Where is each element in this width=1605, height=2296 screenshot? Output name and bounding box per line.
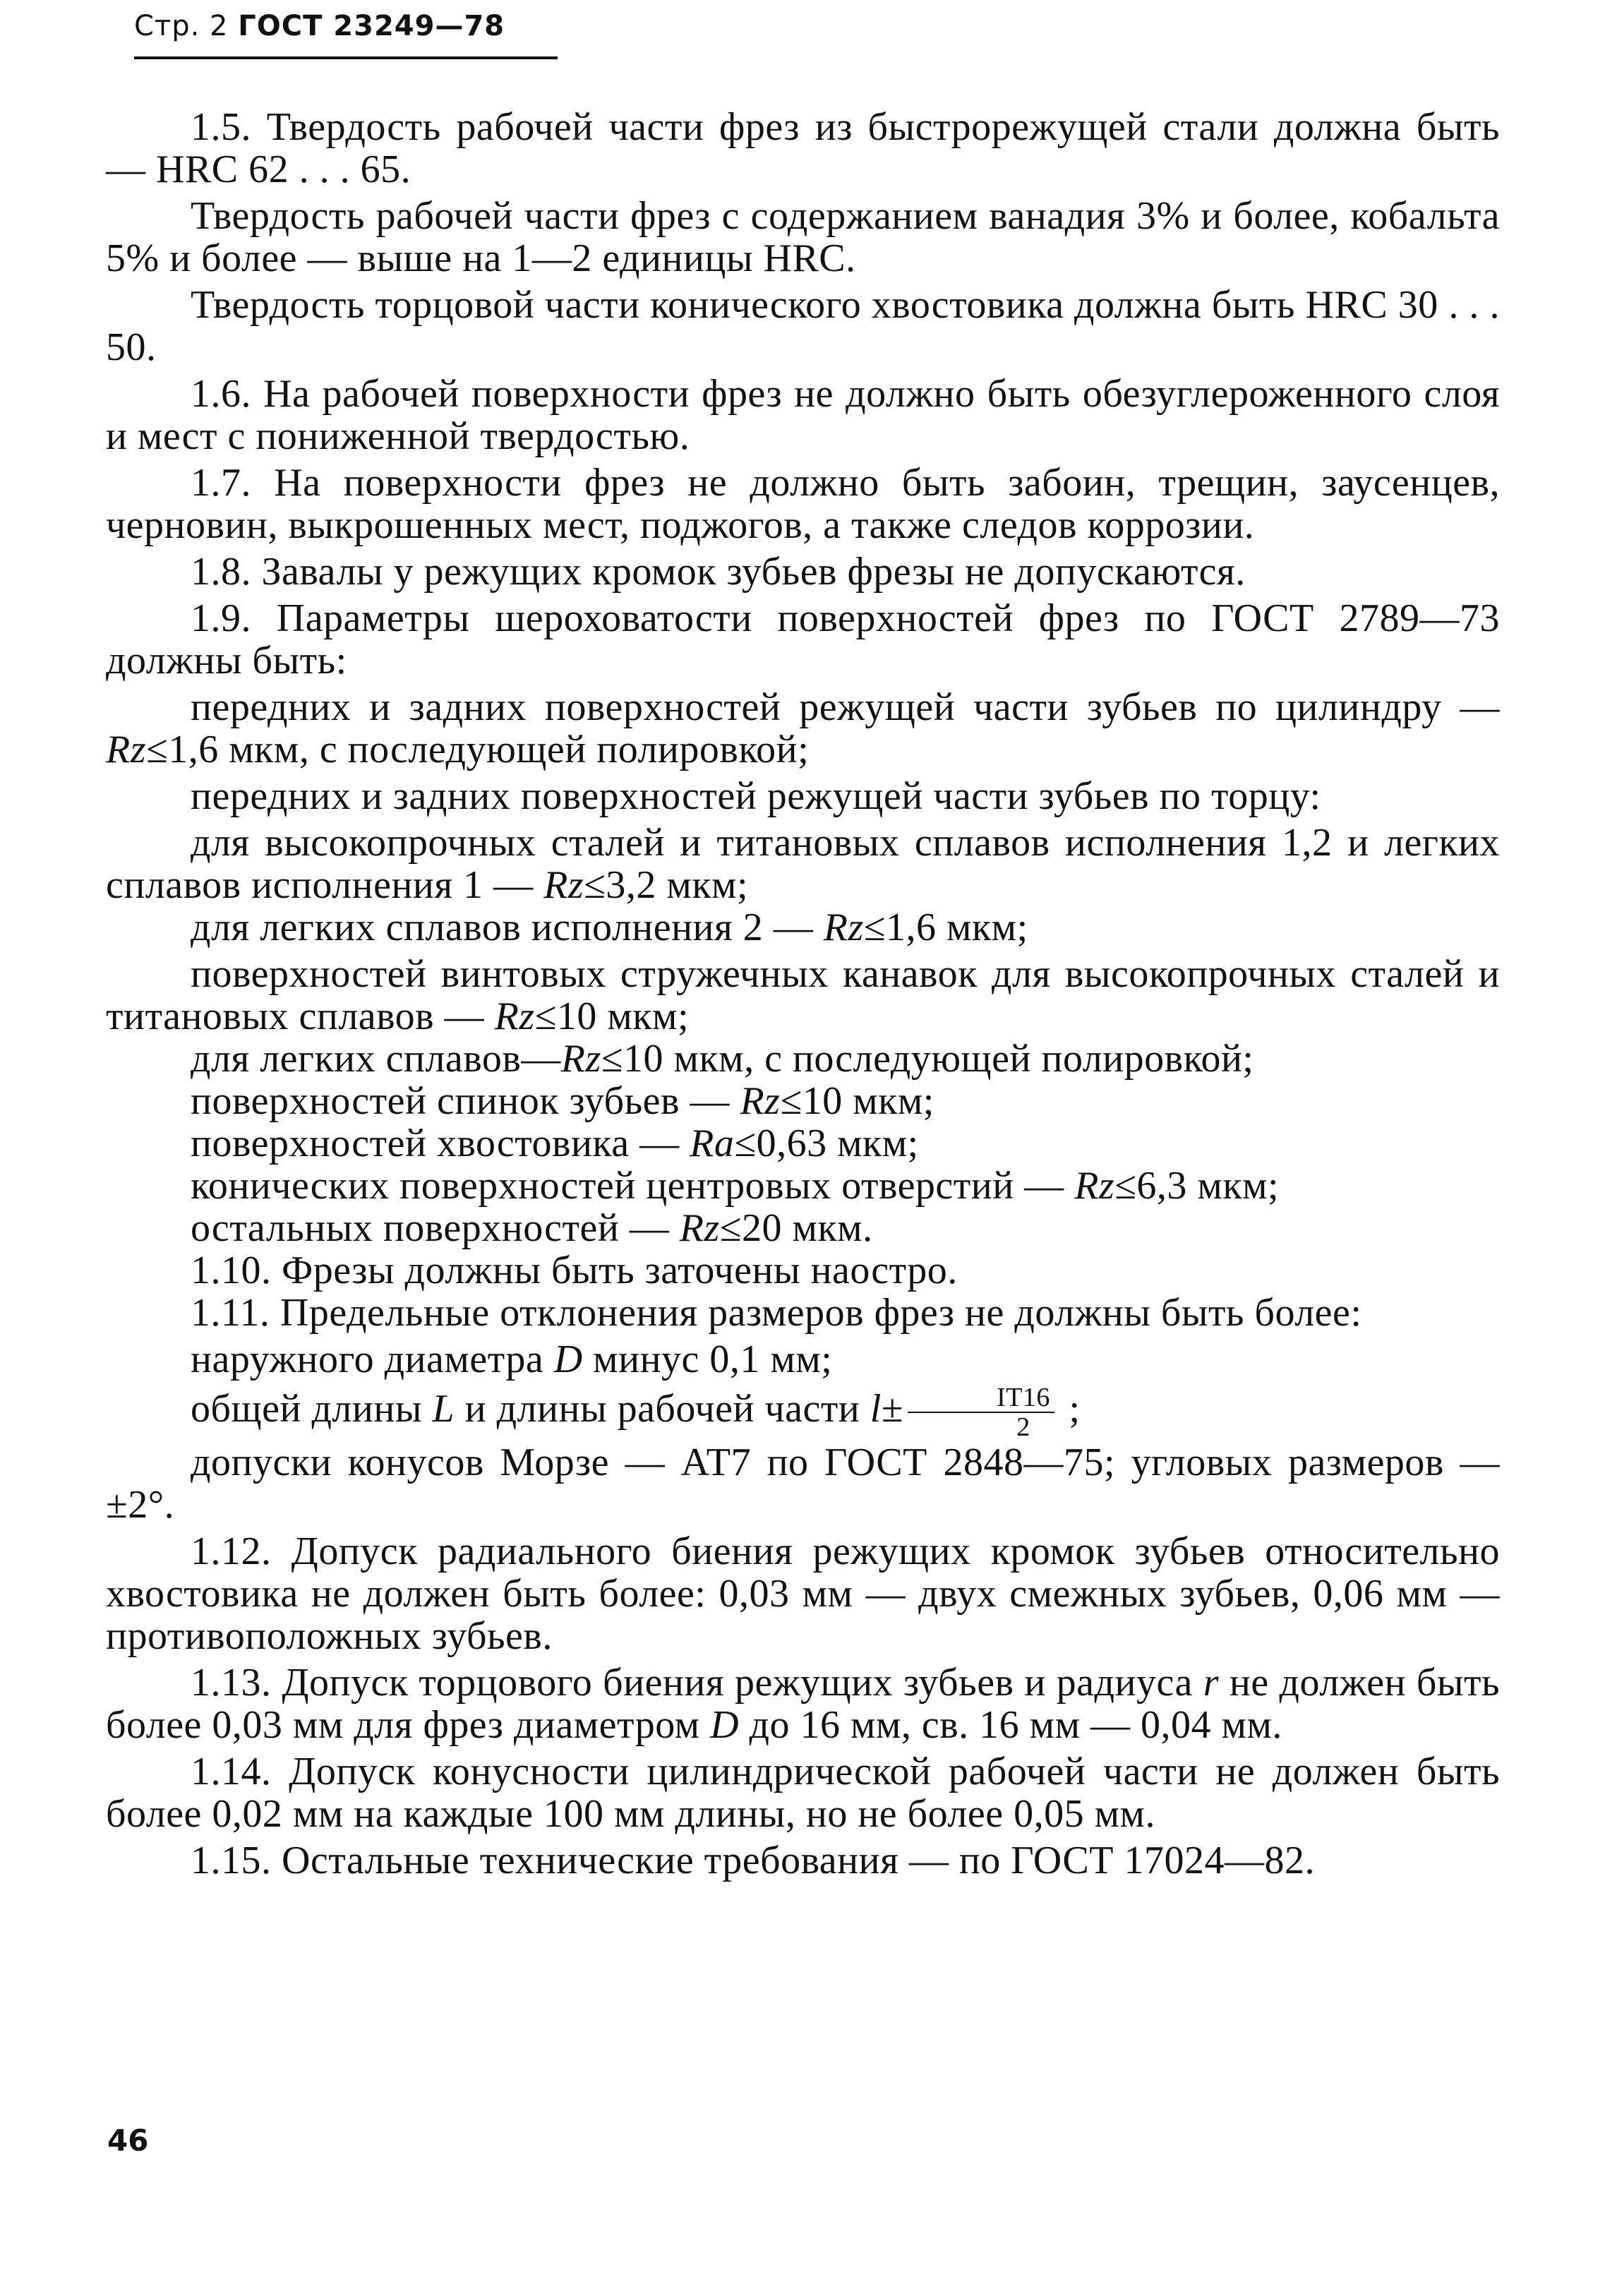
clause-1-13 <box>106 1661 1500 1746</box>
roughness-light-alloys-polish <box>106 1038 1500 1080</box>
diameter-symbol: D <box>553 1338 583 1381</box>
roughness-symbol: Rz <box>740 1079 781 1123</box>
diameter-symbol: D <box>710 1703 740 1748</box>
tolerance-fraction <box>908 1383 1054 1441</box>
page-header <box>134 10 505 42</box>
roughness-symbol: Rz <box>1074 1164 1115 1208</box>
roughness-value: ≤1,6 мкм; <box>863 906 1028 949</box>
roughness-text: поверхностей винтовых стружечных канавок для высокопрочных сталей и титановых сплавов — <box>106 952 1500 1038</box>
tolerance-value: минус 0,1 мм; <box>582 1338 833 1381</box>
roughness-symbol: Rz <box>106 728 146 771</box>
roughness-text: для легких сплавов исполнения 2 — <box>191 906 824 949</box>
roughness-value: ≤10 мкм; <box>780 1079 934 1123</box>
roughness-center-holes <box>106 1165 1500 1207</box>
roughness-text: конических поверхностей центровых отверстий — <box>191 1164 1075 1208</box>
working-length-symbol: l <box>870 1387 882 1431</box>
roughness-symbol: Rz <box>543 863 584 907</box>
clause-1-15: 1.15. Остальные технические требования — по ГОСТ 17024—82. <box>191 1839 1315 1883</box>
clause-1-9: 1.9. Параметры шероховатости поверхностей фрез по ГОСТ 2789—73 должны быть: <box>106 596 1500 683</box>
tolerance-text-mid: и длины рабочей части <box>455 1387 870 1431</box>
clause-text: 1.13. Допуск торцового биения режущих зубьев и радиуса <box>191 1661 1203 1705</box>
document-body <box>106 106 1500 1882</box>
roughness-value: ≤1,6 мкм, с последующей полировкой; <box>146 728 810 771</box>
clause-text-mid: не должен быть более 0,03 мм для фрез диаметром <box>106 1661 1500 1748</box>
clause-1-8: 1.8. Завалы у режущих кромок зубьев фрезы не допускаются. <box>191 550 1246 594</box>
fraction-denominator: 2 <box>1016 1412 1030 1443</box>
roughness-flutes <box>106 953 1500 1038</box>
roughness-symbol: Rz <box>560 1037 601 1081</box>
roughness-text: поверхностей хвостовика — <box>191 1122 690 1165</box>
clause-1-7: 1.7. На поверхности фрез не должно быть забоин, трещин, заусенцев, черновин, выкрошенных мест, поджогов, а также следов коррозии. <box>106 461 1500 547</box>
roughness-symbol: Rz <box>494 994 535 1038</box>
clause-1-6: 1.6. На рабочей поверхности фрез не должно быть обезуглероженного слоя и мест с пониженной твердостью. <box>106 372 1500 458</box>
roughness-value: ≤20 мкм. <box>719 1206 873 1250</box>
length-symbol: L <box>432 1387 455 1431</box>
roughness-symbol: Ra <box>690 1122 735 1165</box>
clause-1-10: 1.10. Фрезы должны быть заточены наостро. <box>191 1249 958 1292</box>
roughness-text: для легких сплавов— <box>191 1037 561 1081</box>
standard-number: ГОСТ 23249—78 <box>238 10 505 42</box>
tolerance-text: общей длины <box>191 1387 433 1431</box>
tolerance-end: ; <box>1058 1387 1081 1431</box>
roughness-value: ≤3,2 мкм; <box>584 863 749 907</box>
roughness-high-strength <box>106 822 1500 906</box>
roughness-text: передних и задних поверхностей режущей части зубьев по цилиндру — <box>191 685 1500 729</box>
roughness-value: ≤6,3 мкм; <box>1114 1164 1280 1208</box>
clause-1-14: 1.14. Допуск конусности цилиндрической рабочей части не должен быть более 0,02 мм на каждые 100 мм длины, но не более 0,05 мм. <box>106 1750 1500 1837</box>
tolerance-morse-cones: допуски конусов Морзе — АТ7 по ГОСТ 2848—75; угловых размеров — ±2°. <box>106 1441 1500 1527</box>
header-rule <box>134 56 558 59</box>
page-number: 46 <box>107 2123 149 2158</box>
roughness-other-surfaces <box>106 1207 1500 1249</box>
clause-1-12: 1.12. Допуск радиального биения режущих кромок зубьев относительно хвостовика не должен быть более: 0,03 мм — двух смежных зубьев, 0,06 мм — противоположных зубьев. <box>106 1529 1500 1659</box>
roughness-text: поверхностей спинок зубьев — <box>191 1079 740 1123</box>
fraction-numerator: IT16 <box>908 1383 1054 1413</box>
tolerance-length <box>106 1381 1500 1441</box>
roughness-front-rear-face: передних и задних поверхностей режущей части зубьев по торцу: <box>191 774 1321 818</box>
roughness-light-alloys-2 <box>106 906 1500 949</box>
clause-text-end: до 16 мм, св. 16 мм — 0,04 мм. <box>739 1703 1282 1748</box>
roughness-front-rear-cylinder <box>106 686 1500 771</box>
radius-symbol: r <box>1203 1661 1220 1705</box>
roughness-value: ≤0,63 мкм; <box>734 1122 919 1165</box>
clause-1-5: 1.5. Твердость рабочей части фрез из быстрорежущей стали должна быть — HRC 62 . . . 65. <box>106 105 1500 191</box>
roughness-symbol: Rz <box>823 906 864 949</box>
roughness-shank <box>106 1122 1500 1165</box>
roughness-symbol: Rz <box>679 1206 720 1250</box>
tolerance-text: наружного диаметра <box>191 1338 554 1381</box>
page-label: Стр. 2 <box>134 10 229 42</box>
roughness-tooth-backs <box>106 1080 1500 1122</box>
roughness-value: ≤10 мкм, с последующей полировкой; <box>601 1037 1254 1081</box>
roughness-text: остальных поверхностей — <box>191 1206 680 1250</box>
tolerance-outer-diameter <box>106 1338 1500 1381</box>
clause-1-11: 1.11. Предельные отклонения размеров фрез не должны быть более: <box>191 1291 1362 1335</box>
plus-minus-sign: ± <box>881 1387 904 1431</box>
clause-1-5-vanadium: Твердость рабочей части фрез с содержанием ванадия 3% и более, кобальта 5% и более — выше на 1—2 единицы HRC. <box>106 194 1500 280</box>
roughness-value: ≤10 мкм; <box>534 994 689 1038</box>
clause-1-5-shank: Твердость торцовой части конического хвостовика должна быть HRC 30 . . . 50. <box>106 283 1500 369</box>
roughness-text: для высокопрочных сталей и титановых сплавов исполнения 1,2 и легких сплавов исполнения 1 — <box>106 821 1500 907</box>
